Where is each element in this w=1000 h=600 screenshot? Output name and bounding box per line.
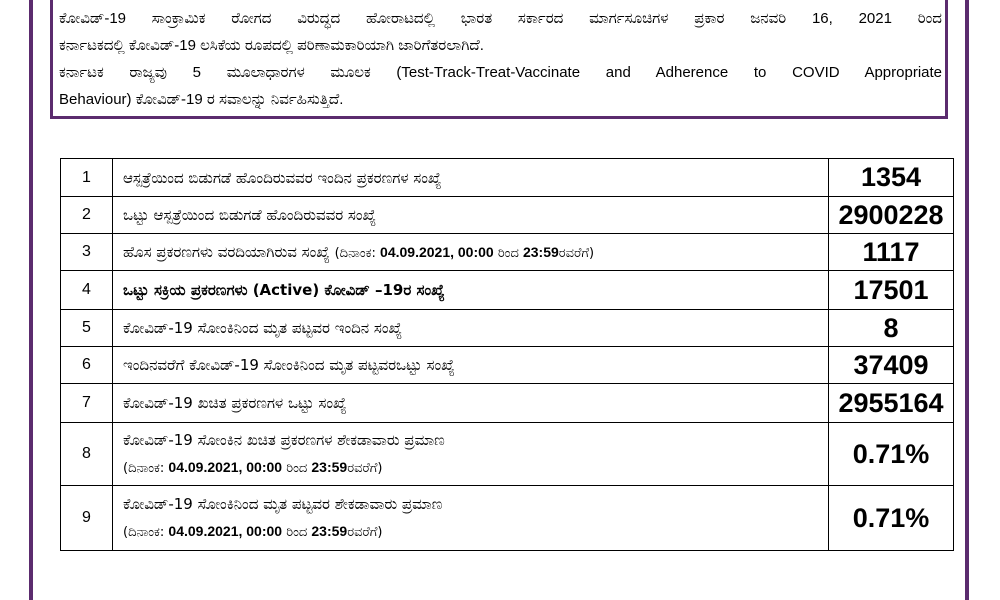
stats-row-3 — [61, 234, 954, 271]
row-description — [113, 384, 829, 423]
notice-box — [50, 0, 948, 119]
serial-number: 1 — [61, 159, 113, 197]
page-border-left — [29, 0, 33, 600]
row-description-text: ಕೋವಿಡ್-19 ಖಚಿತ ಪ್ರಕರಣಗಳ ಒಟ್ಟು ಸಂಖ್ಯೆ — [123, 394, 347, 412]
row-description — [113, 234, 829, 271]
row-description — [113, 271, 829, 310]
covid-stats-table — [60, 158, 954, 551]
row-description-text: ಕೋವಿಡ್-19 ಸೋಂಕಿನಿಂದ ಮೃತ ಪಟ್ಟವರ ಶೇಕಡಾವಾರು ಪ್ರಮಾಣ — [123, 495, 443, 513]
row-description — [113, 347, 829, 384]
stats-row-9 — [61, 486, 954, 551]
date-range-prefix: (ದಿನಾಂಕ: — [123, 461, 169, 476]
notice-line-3: ಕರ್ನಾಟಕ ರಾಜ್ಯವು 5 ಮೂಲಾಧಾರಗಳ ಮೂಲಕ (Test-Track-Treat-Vaccinate and Adherence to COVID Appropriate — [59, 64, 942, 81]
row-description-text: ಕೋವಿಡ್-19 ಸೋಂಕಿನಿಂದ ಮೃತ ಪಟ್ಟವರ ಇಂದಿನ ಸಂಖ್ಯೆ — [123, 319, 403, 337]
stats-row-8 — [61, 423, 954, 486]
row-description-text: ಹೊಸ ಪ್ರಕರಣಗಳು ವರದಿಯಾಗಿರುವ ಸಂಖ್ಯೆ — [123, 243, 330, 261]
row-description — [113, 423, 829, 486]
serial-number: 5 — [61, 310, 113, 347]
row-description — [113, 159, 829, 197]
stats-row-6 — [61, 347, 954, 384]
date-range-note — [123, 518, 828, 545]
date-range-suffix: ರವರೆಗೆ) — [558, 246, 595, 261]
notice-line-4: Behaviour) ಕೋವಿಡ್-19 ರ ಸವಾಲನ್ನು ನಿರ್ವಹಿಸುತ್ತಿದೆ. — [59, 91, 344, 108]
date-range-start: 04.09.2021, 00:00 — [380, 244, 494, 260]
row-description-text: ಒಟ್ಟು ಆಸ್ಪತ್ರೆಯಿಂದ ಬಿಡುಗಡೆ ಹೊಂದಿರುವವರ ಸಂಖ್ಯೆ — [123, 206, 377, 224]
serial-number: 4 — [61, 271, 113, 310]
date-range-connector: ರಿಂದ — [493, 246, 523, 261]
row-value: 2955164 — [829, 384, 954, 423]
stats-row-7 — [61, 384, 954, 423]
row-description — [113, 486, 829, 551]
row-description-text: ಒಟ್ಟು ಸಕ್ರಿಯ ಪ್ರಕರಣಗಳು (Active) ಕೋವಿಡ್ –19ರ ಸಂಖ್ಯೆ — [123, 281, 445, 299]
row-description — [113, 197, 829, 234]
notice-line-2: ಕರ್ನಾಟಕದಲ್ಲಿ ಕೋವಿಡ್-19 ಲಸಿಕೆಯ ರೂಪದಲ್ಲಿ ಪರಿಣಾಮಕಾರಿಯಾಗಿ ಜಾರಿಗೆತರಲಾಗಿದೆ. — [59, 37, 484, 54]
date-range-suffix: ರವರೆಗೆ) — [347, 461, 383, 476]
row-value: 1117 — [829, 234, 954, 271]
date-range-suffix: ರವರೆಗೆ) — [347, 525, 383, 540]
stats-row-2 — [61, 197, 954, 234]
date-range-connector: ರಿಂದ — [282, 525, 312, 540]
date-range-prefix: (ದಿನಾಂಕ: — [334, 246, 381, 261]
serial-number: 7 — [61, 384, 113, 423]
row-value: 0.71% — [829, 423, 954, 486]
date-range-note — [335, 246, 594, 261]
row-description — [113, 310, 829, 347]
date-range-note — [123, 454, 828, 481]
stats-row-1 — [61, 159, 954, 197]
row-description-text: ಇಂದಿನವರೆಗೆ ಕೋವಿಡ್-19 ಸೋಂಕಿನಿಂದ ಮೃತ ಪಟ್ಟವರಒಟ್ಟು ಸಂಖ್ಯೆ — [123, 356, 455, 374]
stats-row-5 — [61, 310, 954, 347]
stats-row-4 — [61, 271, 954, 310]
serial-number: 6 — [61, 347, 113, 384]
row-value: 1354 — [829, 159, 954, 197]
date-range-end-time: 23:59 — [311, 523, 348, 539]
row-value: 8 — [829, 310, 954, 347]
row-value: 37409 — [829, 347, 954, 384]
date-range-connector: ರಿಂದ — [282, 461, 312, 476]
date-range-end-time: 23:59 — [311, 459, 348, 475]
row-value: 2900228 — [829, 197, 954, 234]
row-description-text: ಆಸ್ಪತ್ರೆಯಿಂದ ಬಿಡುಗಡೆ ಹೊಂದಿರುವವರ ಇಂದಿನ ಪ್ರಕರಣಗಳ ಸಂಖ್ಯೆ — [123, 168, 442, 187]
row-value: 17501 — [829, 271, 954, 310]
serial-number: 8 — [61, 423, 113, 486]
date-range-prefix: (ದಿನಾಂಕ: — [123, 525, 169, 540]
date-range-start: 04.09.2021, 00:00 — [168, 459, 283, 475]
date-range-end-time: 23:59 — [522, 244, 559, 260]
date-range-start: 04.09.2021, 00:00 — [168, 523, 283, 539]
serial-number: 2 — [61, 197, 113, 234]
row-value: 0.71% — [829, 486, 954, 551]
page-border-right — [965, 0, 969, 600]
row-description-text: ಕೋವಿಡ್-19 ಸೋಂಕಿನ ಖಚಿತ ಪ್ರಕರಣಗಳ ಶೇಕಡಾವಾರು ಪ್ರಮಾಣ — [123, 431, 445, 449]
serial-number: 3 — [61, 234, 113, 271]
notice-line-1: ಕೋವಿಡ್-19 ಸಾಂಕ್ರಾಮಿಕ ರೋಗದ ವಿರುದ್ಧದ ಹೋರಾಟದಲ್ಲಿ ಭಾರತ ಸರ್ಕಾರದ ಮಾರ್ಗಸೂಚಿಗಳ ಪ್ರಕಾರ ಜನವರಿ 16, 2021 ರಿಂದ — [59, 10, 942, 27]
serial-number: 9 — [61, 486, 113, 551]
